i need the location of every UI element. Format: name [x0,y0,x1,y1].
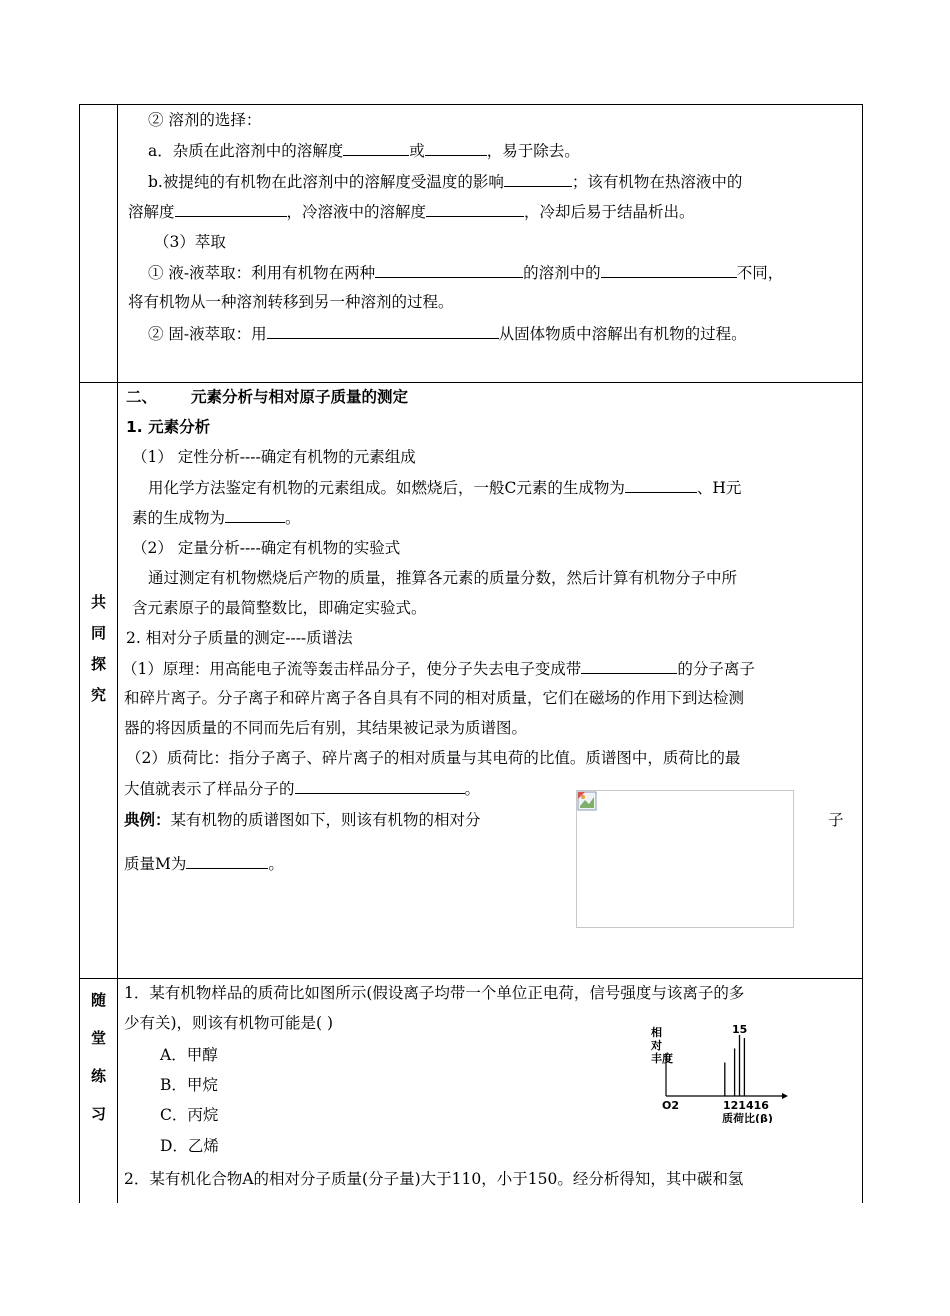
side-label-cooperative: 共 同 探 究 [80,383,118,978]
blank[interactable] [425,140,487,156]
row-side-cell [80,105,118,382]
y-axis-label-2: 对 [651,1039,662,1052]
principle-text: （1）原理：用高能电子流等轰击样品分子，使分子失去电子变成带 的分子离子 [122,660,755,678]
sub-heading-mass-spec: 2. 相对分子质量的测定----质谱法 [126,629,353,647]
mass-charge-text-2: 大值就表示了样品分子的 。 [124,780,481,798]
blank[interactable] [343,140,409,156]
solvent-title: ② 溶剂的选择： [148,111,262,129]
section-heading: 二、 元素分析与相对原子质量的测定 [126,388,409,406]
row-cooperative-exploration [80,383,862,979]
practice-q1-2: 少有关)，则该有机物可能是( ) [124,1014,334,1032]
liquid-liquid-2: 将有机物从一种溶剂转移到另一种溶剂的过程。 [128,293,454,311]
quantitative-title: （2） 定量分析----确定有机物的实验式 [132,539,401,557]
blank[interactable] [601,262,737,278]
option-b[interactable]: B．甲烷 [160,1076,218,1094]
option-c[interactable]: C．丙烷 [160,1106,219,1124]
mass-charge-text: （2）质荷比：指分子离子、碎片离子的相对质量与其电荷的比值。质谱图中，质荷比的最 [126,749,741,767]
mass-spectrum-chart [648,1023,798,1123]
y-axis-label-3: 丰度 [651,1052,673,1065]
x-axis-arrow [782,1093,788,1099]
example-tail: 子 [828,811,844,829]
sub-heading-element-analysis: 1. 元素分析 [126,418,211,436]
row-classroom-practice [80,979,862,1203]
example-text-2: 质量M为 。 [124,855,284,873]
quantitative-text: 通过测定有机物燃烧后产物的质量，推算各元素的质量分数，然后计算有机物分子中所 [148,569,738,587]
y-axis-label-1: 相 [651,1026,662,1039]
blank[interactable] [175,201,287,217]
blank[interactable] [504,171,572,187]
blank[interactable] [375,262,523,278]
qualitative-text: 用化学方法鉴定有机物的元素组成。如燃烧后，一般C元素的生成物为 、H元 [148,479,742,497]
practice-q2: 2．某有机化合物A的相对分子质量(分子量)大于110，小于150。经分析得知，其中碳和氢 [124,1170,744,1188]
side-label-practice: 随 堂 练 习 [80,979,118,1203]
option-a[interactable]: A．甲醇 [160,1046,218,1064]
principle-text-2: 和碎片离子。分子离子和碎片离子各自具有不同的相对质量，它们在磁场的作用下到达检测 [124,689,745,707]
solvent-b2: 溶解度 ，冷溶液中的溶解度 ，冷却后易于结晶析出。 [128,203,695,221]
extract-title: （3）萃取 [154,233,226,251]
quantitative-text-2: 含元素原子的最简整数比，即确定实验式。 [132,599,427,617]
solid-liquid: ② 固-液萃取：用 从固体物质中溶解出有机物的过程。 [148,325,747,343]
x-axis-label: 质荷比(β) [722,1112,773,1123]
example-text: 典例：某有机物的质谱图如下，则该有机物的相对分 [124,811,481,829]
blank[interactable] [625,477,697,493]
qualitative-title: （1） 定性分析----确定有机物的元素组成 [132,448,416,466]
option-d[interactable]: D．乙烯 [160,1137,219,1155]
mass-spectrum-image-placeholder [576,790,794,928]
x-tick-origin: O2 [662,1099,680,1112]
blank[interactable] [426,201,524,217]
qualitative-text-2: 素的生成物为 。 [132,509,301,527]
principle-text-3: 器的将因质量的不同而先后有别，其结果被记录为质谱图。 [124,719,528,737]
x-tick-peaks: 121416 [723,1099,769,1112]
blank[interactable] [295,778,465,794]
broken-image-icon [577,791,597,811]
blank[interactable] [267,323,499,339]
blank[interactable] [186,853,268,869]
row-purification [80,105,862,383]
peak-label: 15 [732,1023,748,1036]
liquid-liquid: ① 液-液萃取：利用有机物在两种 的溶剂中的 不同， [148,264,784,282]
solvent-b: b.被提纯的有机物在此溶剂中的溶解度受温度的影响 ；该有机物在热溶液中的 [148,173,743,191]
blank[interactable] [225,507,285,523]
solvent-a: a．杂质在此溶剂中的溶解度 或 ，易于除去。 [148,142,580,160]
blank[interactable] [581,658,677,674]
practice-q1: 1．某有机物样品的质荷比如图所示(假设离子均带一个单位正电荷，信号强度与该离子的多 [124,984,745,1002]
worksheet-table [79,104,863,1203]
